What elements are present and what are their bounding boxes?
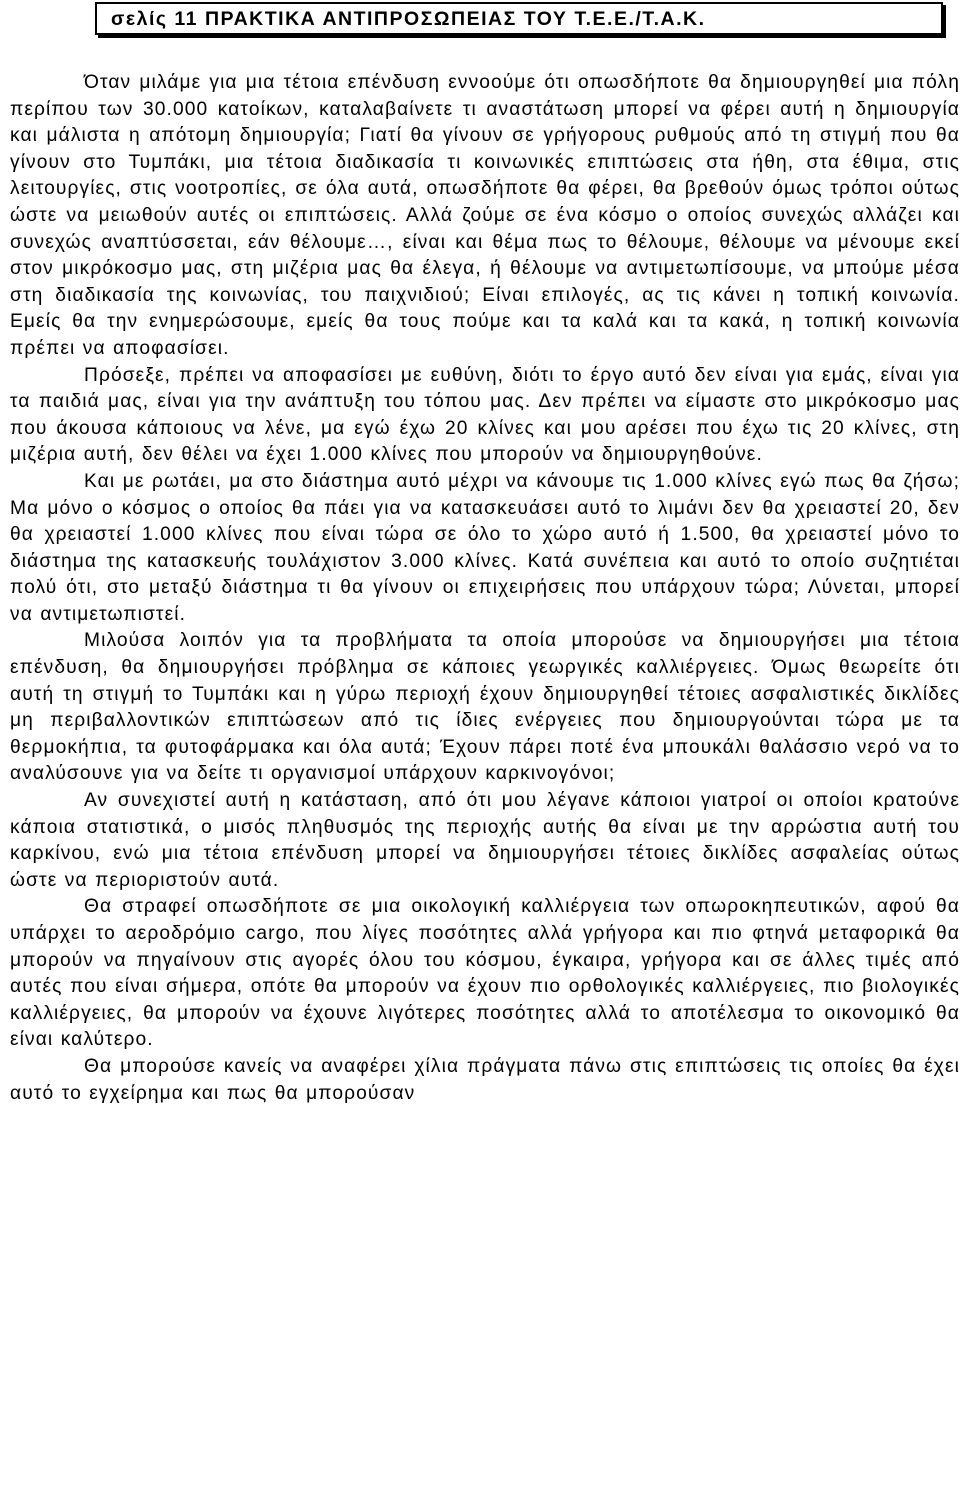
paragraph: Και με ρωτάει, μα στο διάστημα αυτό μέχρι να κάνουμε τις 1.000 κλίνες εγώ πως θα ζήσω; Μα μόνο ο κόσμος ο οποίος θα πάει για να κατασκευάσει αυτό το λιμάνι δεν θα χρειαστεί 20, δεν θα χρειαστεί 1.000 κλίνες που είναι τώρα σε όλο το χώρο αυτό ή 1.500, θα χρειαστεί μόνο το διάστημα της κατασκευής τουλάχιστον 3.000 κλίνες. Κατά συνέπεια και αυτό το οποίο συζητιέται πολύ ότι, στο μεταξύ διάστημα τι θα γίνουν οι επιχειρήσεις που υπάρχουν τώρα; Λύνεται, μπορεί να αντιμετωπιστεί. — [10, 470, 960, 625]
page-header — [95, 2, 943, 35]
paragraph: Θα στραφεί οπωσδήποτε σε μια οικολογική καλλιέργεια των οπωροκηπευτικών, αφού θα υπάρχει το αεροδρόμιο cargo, που λίγες ποσότητες αλλά γρήγορα και πιο φτηνά μεταφορικά θα μπορούν να πηγαίνουν στις αγορές όλου του κόσμου, έγκαιρα, γρήγορα και σε άλλες τιμές από αυτές που είναι σήμερα, οπότε θα μπορούν να έχουν πιο ορθολογικές καλλιέργειες, πιο βιολογικές καλλιέργειες, θα μπορούν να έχουνε λιγότερες ποσότητες αλλά το αποτέλεσμα το οικονομικό θα είναι καλύτερο. — [10, 896, 960, 1051]
document-body — [10, 70, 960, 1107]
paragraph: Πρόσεξε, πρέπει να αποφασίσει με ευθύνη, διότι το έργο αυτό δεν είναι για εμάς, είναι για τα παιδιά μας, είναι για την ανάπτυξη του τόπου μας. Δεν πρέπει να είμαστε στο μικρόκοσμο μας που άκουσα κάποιους να λένε, μα εγώ έχω 20 κλίνες και μου αρέσει που έχω τις 20 κλίνες, στη μιζέρια αυτή, δεν θέλει να έχει 1.000 κλίνες που μπορούν να δημιουργηθούνε. — [10, 364, 960, 466]
paragraph: Θα μπορούσε κανείς να αναφέρει χίλια πράγματα πάνω στις επιπτώσεις τις οποίες θα έχει αυτό το εγχείρημα και πως θα μπορούσαν — [10, 1055, 960, 1104]
paragraph: Όταν μιλάμε για μια τέτοια επένδυση εννοούμε ότι οπωσδήποτε θα δημιουργηθεί μια πόλη περίπου των 30.000 κατοίκων, καταλαβαίνετε τι αναστάτωση μπορεί να φέρει αυτή η δημιουργία και μάλιστα η απότομη δημιουργία; Γιατί θα γίνουν σε γρήγορους ρυθμούς από τη στιγμή που θα γίνουν στο Τυμπάκι, μια τέτοια διαδικασία τι κοινωνικές επιπτώσεις στα ήθη, στα έθιμα, στις λειτουργίες, στις νοοτροπίες, σε όλα αυτά, οπωσδήποτε θα φέρει, θα βρεθούν όμως τρόποι ούτως ώστε να μειωθούν αυτές οι επιπτώσεις. Αλλά ζούμε σε ένα κόσμο ο οποίος συνεχώς αλλάζει και συνεχώς αναπτύσσεται, εάν θέλουμε…, είναι και θέμα πως το θέλουμε, θέλουμε να μένουμε εκεί στον μικρόκοσμο μας, στη μιζέρια μας θα έλεγα, ή θέλουμε να αντιμετωπίσουμε, να μπούμε μέσα στη διαδικασία της κοινωνίας, του παιχνιδιού; Είναι επιλογές, ας τις κάνει η τοπική κοινωνία. Εμείς θα την ενημερώσουμε, εμείς θα τους πούμε και τα καλά και τα κακά, η τοπική κοινωνία πρέπει να αποφασίσει. — [10, 72, 960, 359]
paragraph: Μιλούσα λοιπόν για τα προβλήματα τα οποία μπορούσε να δημιουργήσει μια τέτοια επένδυση, θα δημιουργήσει πρόβλημα σε κάποιες γεωργικές καλλιέργειες. Όμως θεωρείτε ότι αυτή τη στιγμή το Τυμπάκι και η γύρω περιοχή έχουν δημιουργηθεί τέτοιες ασφαλιστικές δικλίδες μη περιβαλλοντικών επιπτώσεων από τις ίδιες ενέργειες που δημιουργούνται τώρα με τα θερμοκήπια, τα φυτοφάρμακα και όλα αυτά; Έχουν πάρει ποτέ ένα μπουκάλι θαλάσσιο νερό να το αναλύσουνε για να δείτε τι οργανισμοί υπάρχουν καρκινογόνοι; — [10, 630, 960, 785]
paragraph: Αν συνεχιστεί αυτή η κατάσταση, από ότι μου λέγανε κάποιοι γιατροί οι οποίοι κρατούνε κάποια στατιστικά, ο μισός πληθυσμός της περιοχής αυτής θα είναι με την αρρώστια αυτή του καρκίνου, ενώ μια τέτοια επένδυση μπορεί να δημιουργήσει τέτοιες δικλίδες ασφαλείας ούτως ώστε να περιοριστούν αυτά. — [10, 790, 960, 891]
page-header-title: σελίς 11 ΠΡΑΚΤΙΚΑ ΑΝΤΙΠΡΟΣΩΠΕΙΑΣ ΤΟΥ Τ.Ε.Ε./Τ.Α.Κ. — [111, 8, 706, 30]
